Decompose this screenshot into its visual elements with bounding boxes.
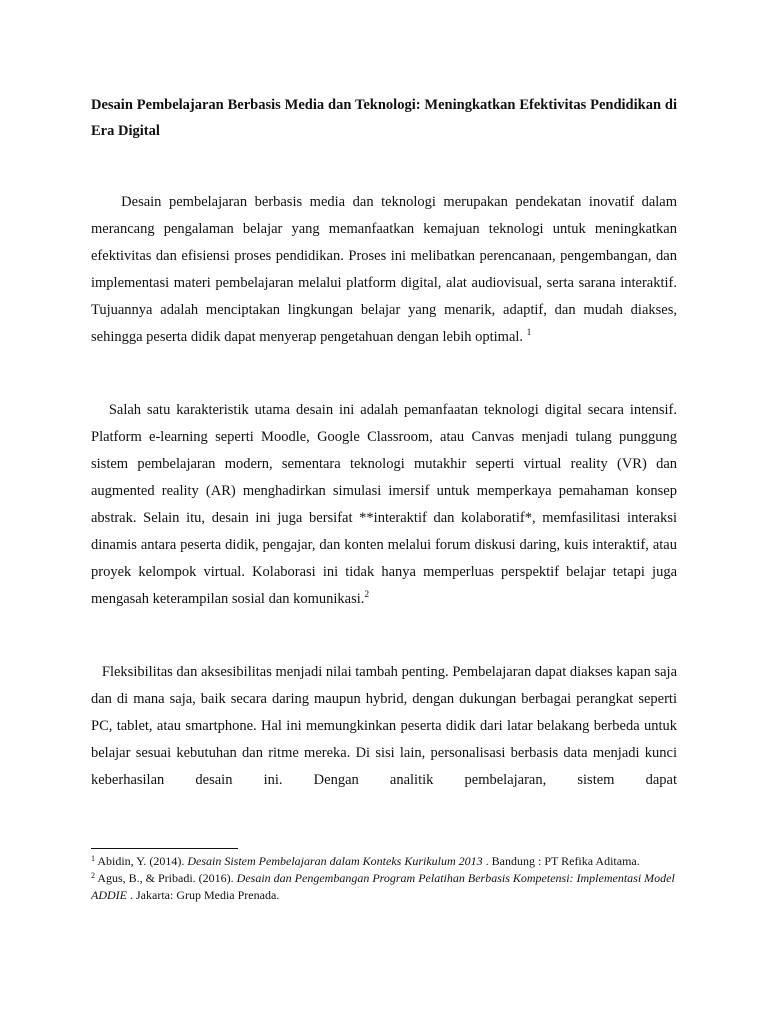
paragraph-3 (91, 659, 681, 794)
paragraph-3-text: Fleksibilitas dan aksesibilitas menjadi nilai tambah penting. Pembelajaran dapat diakses kapan saja dan di mana saja, baik secara daring maupun hybrid, dengan dukungan berbagai perangkat seperti PC, tablet, atau smartphone. Hal ini memungkinkan peserta didik dari latar belakang berbeda untuk belajar sesuai kebutuhan dan ritme mereka. Di sisi lain, personalisasi berbasis data menjadi kunci keberhasilan desain ini. Dengan analitik pembelajaran, sistem dapat (91, 664, 681, 788)
paragraph-1 (91, 189, 681, 351)
footnotes (91, 853, 677, 904)
document-title: Desain Pembelajaran Berbasis Media dan Teknologi: Meningkatkan Efektivitas Pendidikan di Era Digital (91, 97, 677, 139)
footnote-separator (91, 848, 238, 849)
footnote-2 (91, 870, 677, 904)
paragraph-1-text: Desain pembelajaran berbasis media dan teknologi merupakan pendekatan inovatif dalam merancang pengalaman belajar yang memanfaatkan kemajuan teknologi untuk meningkatkan efektivitas dan efisiensi proses pendidikan. Proses ini melibatkan perencanaan, pengembangan, dan implementasi materi pembelajaran melalui platform digital, alat audiovisual, serta sarana interaktif. Tujuannya adalah menciptakan lingkungan belajar yang menarik, adaptif, dan mudah diakses, sehingga peserta didik dapat menyerap pengetahuan dengan lebih optimal. (91, 194, 681, 345)
footnote-2-author: Agus, B., & Pribadi. (2016). (95, 871, 237, 885)
footnote-ref-2: 2 (364, 590, 370, 600)
footnote-1-author: Abidin, Y. (2014). (95, 854, 188, 868)
paragraph-2-text: Salah satu karakteristik utama desain ini adalah pemanfaatan teknologi digital secara intensif. Platform e-learning seperti Moodle, Google Classroom, atau Canvas menjadi tulang punggung sistem pembelajaran modern, sementara teknologi mutakhir seperti virtual reality (VR) dan augmented reality (AR) menghadirkan simulasi imersif untuk memperkaya pemahaman konsep abstrak. Selain itu, desain ini juga bersifat **interaktif dan kolaboratif*, memfasilitasi interaksi dinamis antara peserta didik, pengajar, dan konten melalui forum diskusi daring, kuis interaktif, atau proyek kelompok virtual. Kolaborasi ini tidak hanya memperluas perspektif belajar tetapi juga mengasah keterampilan sosial dan komunikasi. (91, 402, 681, 607)
footnote-1 (91, 853, 677, 870)
footnote-1-number: 1 (91, 854, 95, 863)
footnote-2-book-title: Desain dan Pengembangan Program Pelatihan Berbasis Kompetensi: Implementasi Model ADDIE (91, 871, 675, 902)
footnote-2-publisher: . Jakarta: Grup Media Prenada. (127, 888, 280, 902)
paragraph-2 (91, 397, 681, 613)
footnote-1-publisher: . Bandung : PT Refika Aditama. (482, 854, 640, 868)
footnote-ref-1: 1 (526, 328, 532, 338)
footnote-1-book-title: Desain Sistem Pembelajaran dalam Konteks Kurikulum 2013 (187, 854, 483, 868)
footnote-2-number: 2 (91, 871, 95, 880)
